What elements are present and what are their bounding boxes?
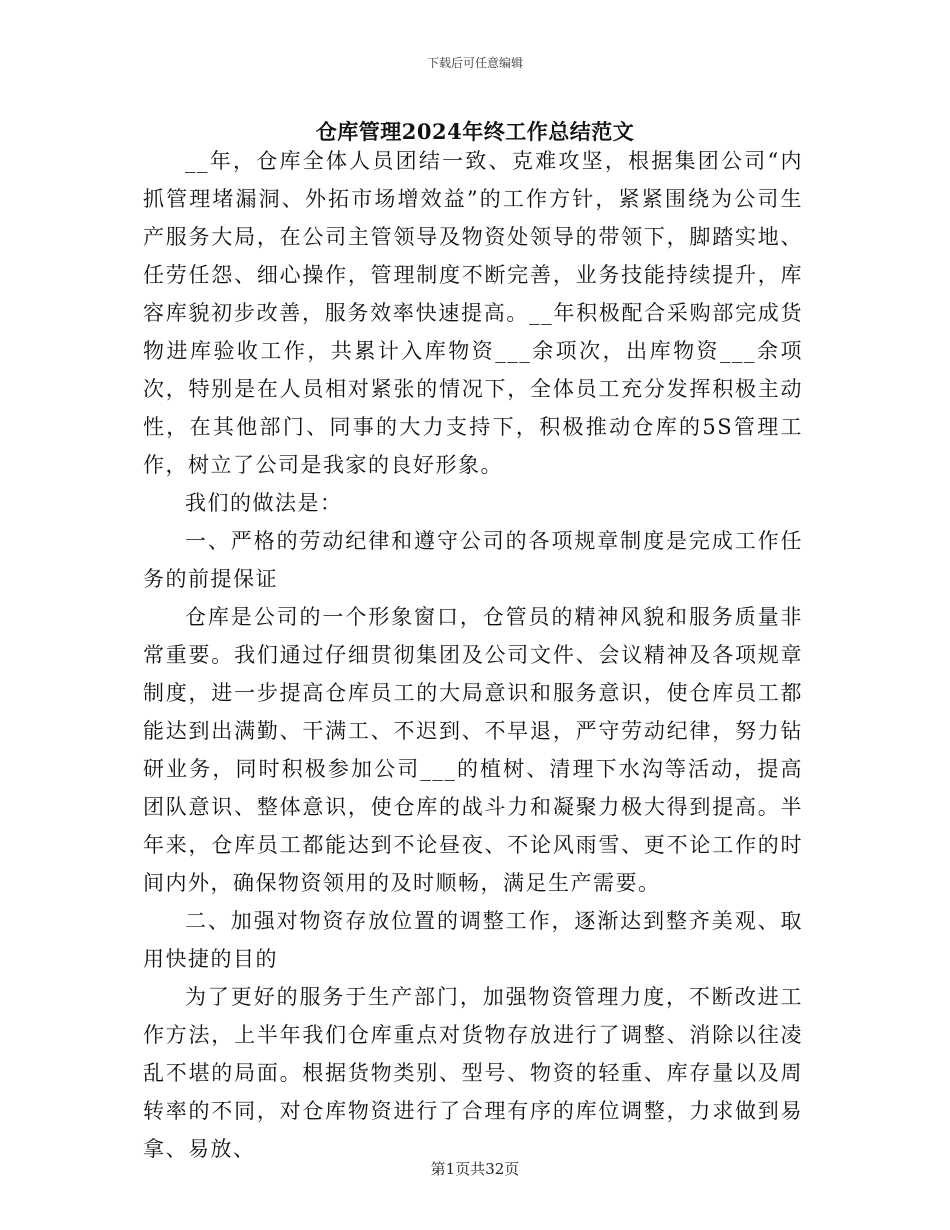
section-heading-2: 二、加强对物资存放位置的调整工作，逐渐达到整齐美观、取用快捷的目的 — [143, 909, 803, 971]
paragraph-methods-lead: 我们的做法是： — [185, 491, 343, 515]
document-body — [143, 142, 803, 1168]
document-title: 仓库管理2024年终工作总结范文 — [315, 119, 635, 144]
header-note: 下载后可任意编辑 — [426, 56, 523, 70]
paragraph-intro: __年，仓库全体人员团结一致、克难攻坚，根据集团公司“内抓管理堵漏洞、外拓市场增效益”的工作方针，紧紧围绕为公司生产服务大局，在公司主管领导及物资处领导的带领下，脚踏实地、任劳任怨、细心操作，管理制度不断完善，业务技能持续提升，库容库貌初步改善，服务效率快速提高。__年积极配合采购部完成货物进库验收工作，共累计入库物资___余项次，出库物资___余项次，特别是在人员相对紧张的情况下，全体员工充分发挥积极主动性，在其他部门、同事的大力支持下，积极推动仓库的5S管理工作，树立了公司是我家的良好形象。 — [143, 149, 803, 477]
page-footer: 第1页共32页 — [430, 1160, 520, 1178]
section-heading-1: 一、严格的劳动纪律和遵守公司的各项规章制度是完成工作任务的前提保证 — [143, 529, 803, 591]
paragraph-section-2: 为了更好的服务于生产部门，加强物资管理力度，不断改进工作方法，上半年我们仓库重点对货物存放进行了调整、消除以往凌乱不堪的局面。根据货物类别、型号、物资的轻重、库存量以及周转率的不同，对仓库物资进行了合理有序的库位调整，力求做到易拿、易放、 — [143, 985, 803, 1161]
paragraph-section-1: 仓库是公司的一个形象窗口，仓管员的精神风貌和服务质量非常重要。我们通过仔细贯彻集团及公司文件、会议精神及各项规章制度，进一步提高仓库员工的大局意识和服务意识，使仓库员工都能达到出满勤、干满工、不迟到、不早退，严守劳动纪律，努力钻研业务，同时积极参加公司___的植树、清理下水沟等活动，提高团队意识、整体意识，使仓库的战斗力和凝聚力极大得到提高。半年来，仓库员工都能达到不论昼夜、不论风雨雪、更不论工作的时间内外，确保物资领用的及时顺畅，满足生产需要。 — [143, 605, 803, 895]
